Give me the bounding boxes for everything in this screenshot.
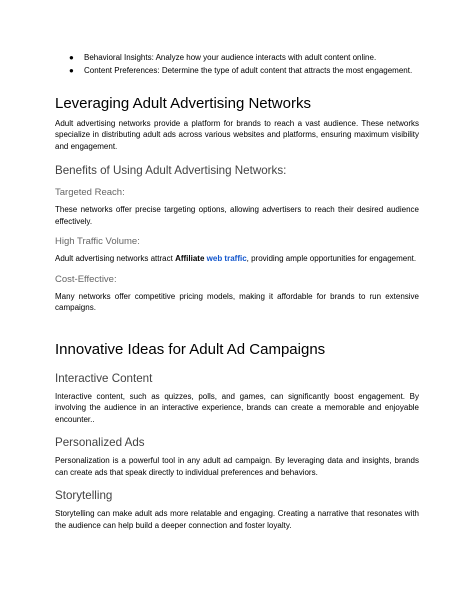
traffic-volume-text: Adult advertising networks attract Affiliate web traffic, providing ample opportunities for engagement. xyxy=(55,254,417,263)
document-page xyxy=(55,52,419,531)
bullet-list xyxy=(55,52,419,77)
section-heading-ideas: Innovative Ideas for Adult Ad Campaigns xyxy=(55,340,326,358)
list-item: ● Behavioral Insights: Analyze how your audience interacts with adult content online. xyxy=(69,53,377,62)
list-item: ● Content Preferences: Determine the type of adult content that attracts the most engagement. xyxy=(69,66,413,75)
personalized-ads-heading: Personalized Ads xyxy=(55,436,145,449)
benefits-heading: Benefits of Using Adult Advertising Networks: xyxy=(55,164,287,177)
cost-effective-heading: Cost-Effective: xyxy=(55,273,117,285)
targeted-reach-text: These networks offer precise targeting options, allowing advertisers to reach their desired audience effectively. xyxy=(55,205,419,226)
storytelling-text: Storytelling can make adult ads more relatable and engaging. Creating a narrative that resonates with the audience can help build a deeper connection and foster loyalty. xyxy=(55,509,419,530)
networks-intro: Adult advertising networks provide a platform for brands to reach a vast audience. These networks specialize in distributing adult ads across various websites and platforms, ensuring maximum visibility and engagement. xyxy=(55,118,419,151)
targeted-reach-heading: Targeted Reach: xyxy=(55,187,125,198)
web-traffic-link[interactable]: web traffic xyxy=(206,254,247,263)
section-heading-networks: Leveraging Adult Advertising Networks xyxy=(55,94,311,112)
interactive-content-heading: Interactive Content xyxy=(55,371,153,385)
storytelling-heading: Storytelling xyxy=(55,489,113,502)
bullet-dot-icon: ● xyxy=(69,66,74,75)
interactive-content-text: Interactive content, such as quizzes, polls, and games, can significantly boost engagement. By involving the audience in an interactive experience, brands can create a memorable and enjoyable encounter.. xyxy=(55,391,419,424)
bullet-dot-icon: ● xyxy=(69,53,74,62)
personalized-ads-text: Personalization is a powerful tool in any adult ad campaign. By leveraging data and insights, brands can create ads that speak directly to individual preferences and behaviors. xyxy=(55,456,419,477)
affiliate-text: Affiliate xyxy=(175,254,205,263)
traffic-volume-heading: High Traffic Volume: xyxy=(55,236,140,247)
cost-effective-text: Many networks offer competitive pricing models, making it affordable for brands to run extensive campaigns. xyxy=(55,291,419,312)
